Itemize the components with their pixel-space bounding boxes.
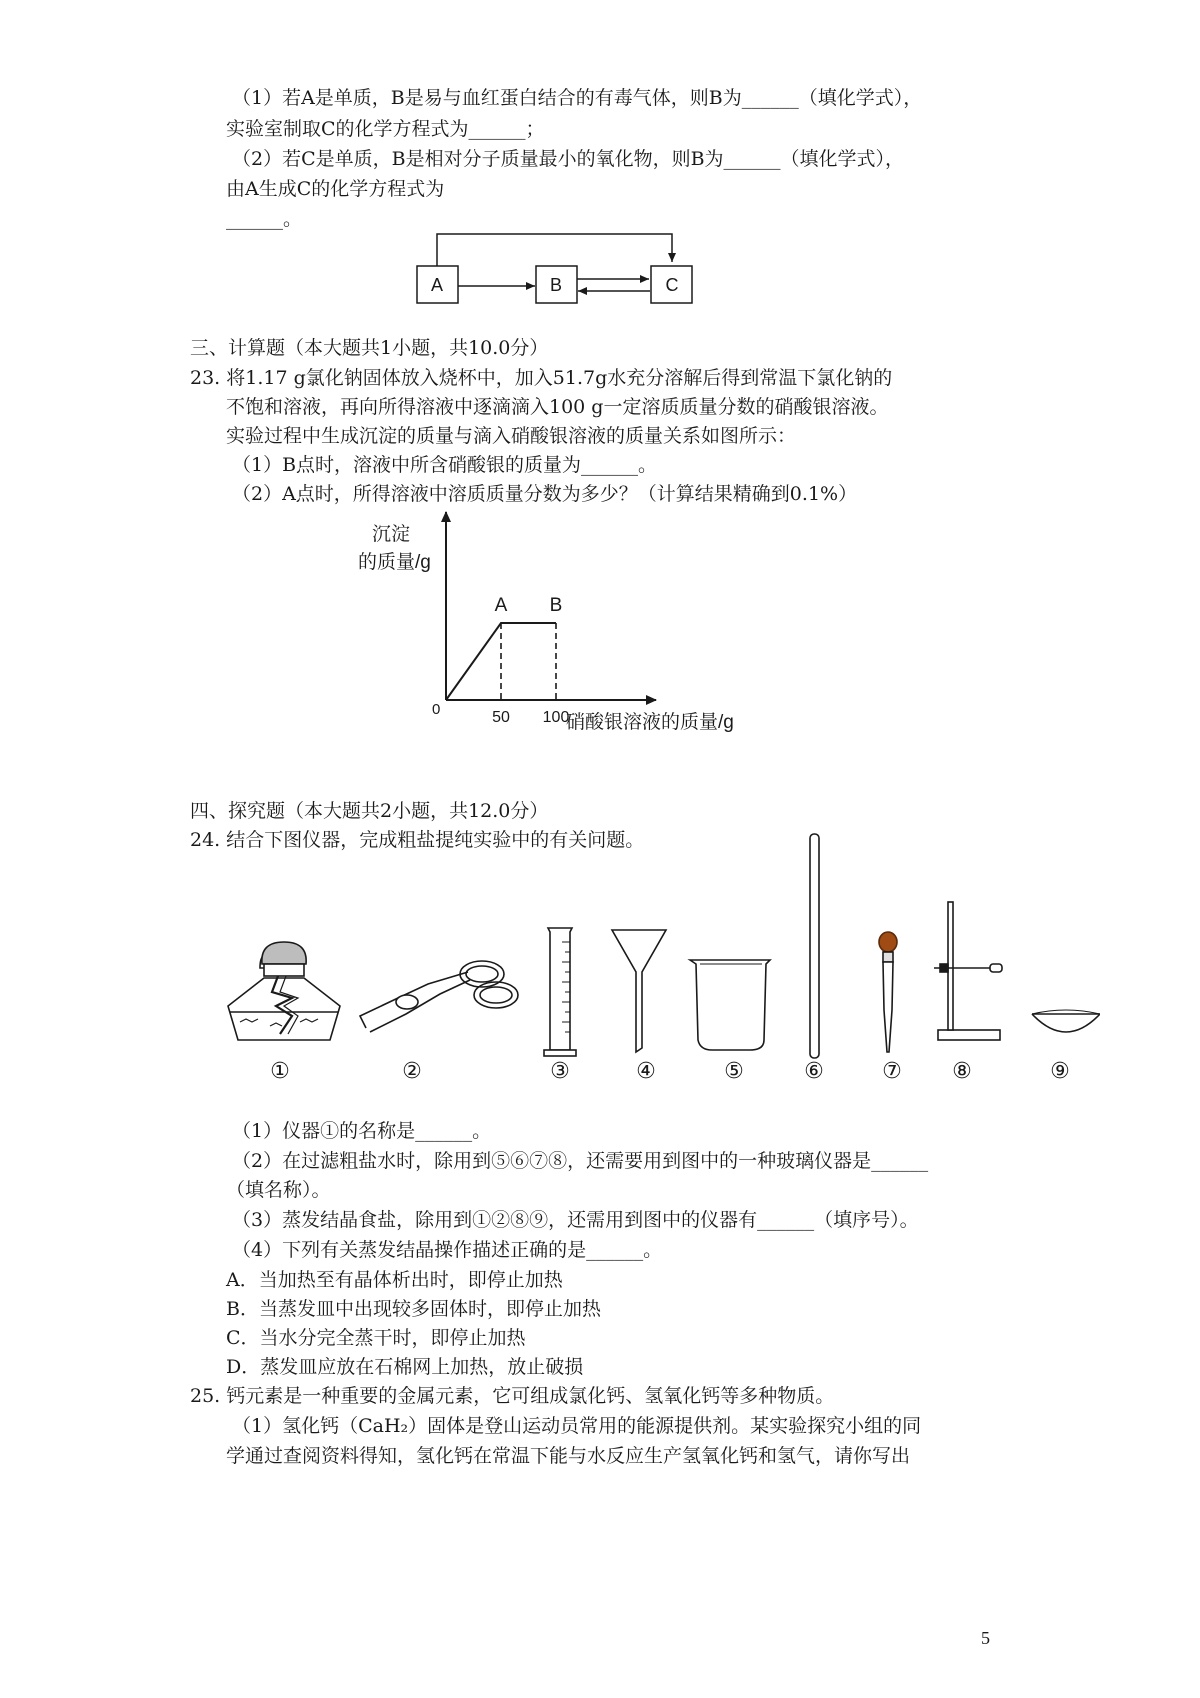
x-axis-label: 硝酸银溶液的质量/g [566,712,734,733]
point-label-b: B [549,595,563,616]
box-c-label: C [665,275,679,295]
q24-sub3: （3）蒸发结晶食盐，除用到①②⑧⑨，还需用到图中的仪器有______（填序号）。 [232,1209,919,1231]
label-8: ⑧ [952,1058,972,1083]
q25-line3: 学通过查阅资料得知，氢化钙在常温下能与水反应生产氢氧化钙和氢气，请你写出 [226,1445,911,1467]
q25-line1: 25. 钙元素是一种重要的金属元素，它可组成氯化钙、氢氧化钙等多种物质。 [190,1385,835,1407]
iron-stand-icon [934,902,1002,1040]
point-label-a: A [494,595,508,616]
apparatus-figure [200,830,1100,1090]
q23-sub1: （1）B点时，溶液中所含硝酸银的质量为______。 [232,454,658,476]
glass-rod-icon [810,834,819,1058]
origin-label: 0 [432,701,441,718]
q24-intro: 24. 结合下图仪器，完成粗盐提纯实验中的有关问题。 [190,829,645,851]
abc-flow-diagram [410,226,700,310]
x-tick-label-50: 50 [492,709,510,726]
section-4-title: 四、探究题（本大题共2小题，共12.0分） [190,800,549,822]
label-6: ⑥ [804,1058,824,1083]
y-axis-label-line2: 的质量/g [358,552,431,573]
label-5: ⑤ [724,1058,744,1083]
q25-line2: （1）氢化钙（CaH₂）固体是登山运动员常用的能源提供剂。某实验探究小组的同 [232,1415,922,1437]
q24-sub2-line1: （2）在过滤粗盐水时，除用到⑤⑥⑦⑧，还需要用到图中的一种玻璃仪器是______ [232,1150,929,1172]
q24-sub1: （1）仪器①的名称是______。 [232,1120,492,1142]
q24-option-c: C．当水分完全蒸干时，即停止加热 [226,1327,526,1349]
q24-option-d: D．蒸发皿应放在石棉网上加热，放止破损 [226,1356,584,1378]
label-3: ③ [550,1058,570,1083]
q23-line2: 不饱和溶液，再向所得溶液中逐滴滴入100 g一定溶质质量分数的硝酸银溶液。 [226,396,889,418]
q22-part2-line2: 由A生成C的化学方程式为 [226,178,445,200]
crucible-tongs-icon [360,961,518,1032]
page-number: 5 [981,1628,990,1648]
evaporating-dish-icon [1032,1010,1100,1032]
q22-part2-line1: （2）若C是单质，B是相对分子质量最小的氧化物，则B为______（填化学式）， [232,148,905,170]
alcohol-lamp-icon [228,942,340,1040]
precipitate-chart [350,510,770,740]
q23-sub2: （2）A点时，所得溶液中溶质质量分数为多少？（计算结果精确到0.1%） [232,483,858,505]
q24-sub2-line2: （填名称）。 [226,1179,331,1201]
beaker-icon [690,960,770,1050]
label-7: ⑦ [882,1058,902,1083]
section-3-title: 三、计算题（本大题共1小题，共10.0分） [190,337,549,359]
q22-part1-line2: 实验室制取C的化学方程式为______； [226,118,545,140]
dropper-icon [879,932,897,1052]
y-axis-label-line1: 沉淀 [372,524,411,545]
arrow-a-to-c [437,234,672,266]
q23-line3: 实验过程中生成沉淀的质量与滴入硝酸银溶液的质量关系如图所示： [226,425,797,447]
label-4: ④ [636,1058,656,1083]
graduated-cylinder-icon [544,928,576,1056]
box-a-label: A [430,275,444,295]
x-tick-label-100: 100 [542,709,570,726]
box-b-label: B [549,275,563,295]
q22-part2-line3: ______。 [226,208,303,230]
q24-option-b: B．当蒸发皿中出现较多固体时，即停止加热 [226,1298,601,1320]
label-2: ② [402,1058,422,1083]
label-1: ① [270,1058,290,1083]
q24-option-a: A．当加热至有晶体析出时，即停止加热 [226,1269,563,1291]
q24-sub4: （4）下列有关蒸发结晶操作描述正确的是______。 [232,1239,663,1261]
q22-part1-line1: （1）若A是单质，B是易与血红蛋白结合的有毒气体，则B为______（填化学式）， [232,87,923,109]
funnel-icon [612,930,666,1052]
q23-line1: 23. 将1.17 g氯化钠固体放入烧杯中，加入51.7g水充分溶解后得到常温下氯化钠的 [190,367,893,389]
label-9: ⑨ [1050,1058,1070,1083]
